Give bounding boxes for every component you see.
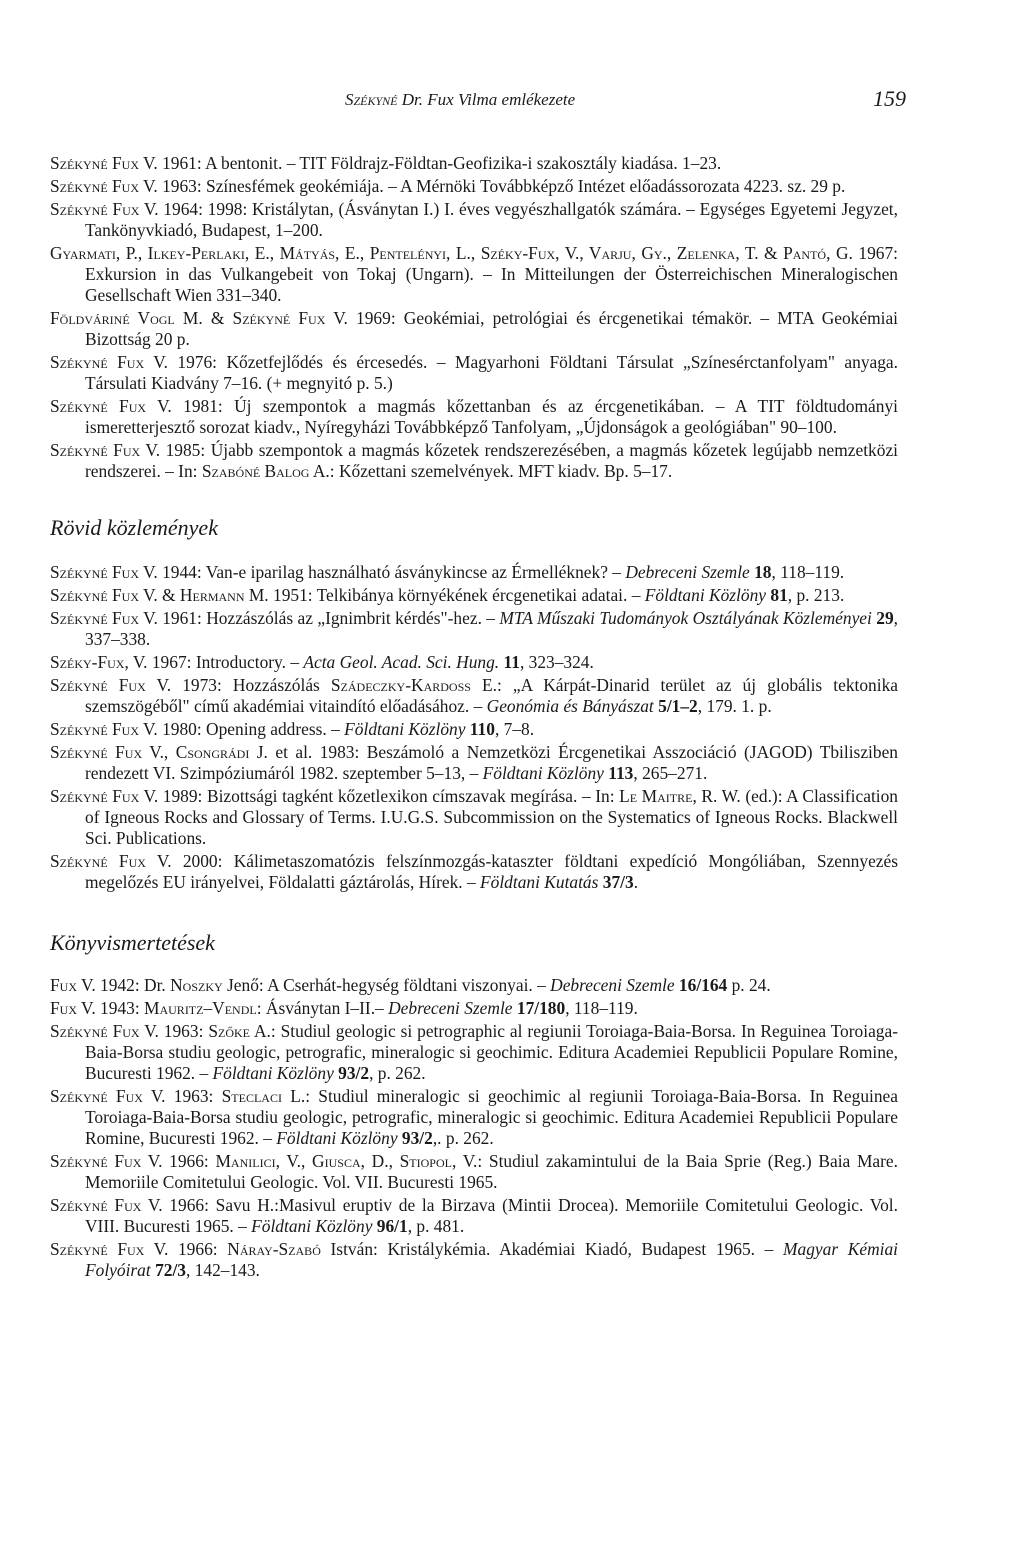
entry-text: 1967: Introductory. – bbox=[147, 652, 304, 672]
entry-text: 1989: Bizottsági tagként kőzetlexikon címszavak megírása. – In: bbox=[158, 786, 620, 806]
entry-text: István: Kristálykémia. Akadémiai Kiadó, Budapest 1965. – bbox=[320, 1239, 784, 1259]
entry-text: 1976: Kőzetfejlődés és ércesedés. – Magyarhoni Földtani Társulat „Színesérctanfolyam" anyaga. Társulati Kiadvány 7–16. (+ megnyitó p. 5.) bbox=[85, 352, 898, 393]
entry-text: 1981: Új szempontok a magmás kőzettanban és az ércgenetikában. – A TIT földtudományi ismeretterjesztő sorozat kiadv., Nyíregyházi Továbbképző Tanfolyam, „Újdonságok a geológiában" 90–100. bbox=[85, 396, 898, 437]
reference-entry bbox=[50, 675, 898, 717]
entry-author: Székyné Fux V. bbox=[50, 396, 172, 416]
entry-volume: 110 bbox=[469, 719, 495, 739]
entry-text: 1943: bbox=[95, 998, 145, 1018]
entry-journal: Geonómia és Bányászat bbox=[486, 696, 654, 716]
entry-volume: 17/180 bbox=[516, 998, 566, 1018]
entry-text: 1964: 1998: Kristálytan, (Ásványtan I.) I. éves vegyészhallgatók számára. – Egységes Egyetemi Jegyzet, Tankönyvkiadó, Budapest, 1–200. bbox=[85, 199, 898, 240]
entry-author: Székyné Fux V. bbox=[50, 1195, 163, 1215]
running-head-author: Székyné bbox=[345, 90, 398, 109]
reference-entry bbox=[50, 308, 898, 350]
entry-author: Gyarmati, P., Ilkey-Perlaki, E., Mátyás, E., Pentelényi, L., Széky-Fux, V., Varju, Gy., Zelenka, T. & Pantó, bbox=[50, 243, 831, 263]
entry-text: , p. 481. bbox=[407, 1216, 465, 1236]
entry-author: Fux V. bbox=[50, 998, 96, 1018]
entry-text: 1966: bbox=[168, 1239, 228, 1259]
section-heading-rovid-kozlemenyek: Rövid közlemények bbox=[50, 515, 218, 540]
entry-text: , 179. 1. p. bbox=[697, 696, 772, 716]
entry-author: Fux V. bbox=[50, 975, 96, 995]
entry-author: Székyné Fux V. bbox=[50, 719, 158, 739]
entry-text: : Studiul mineralogic si geochimic al regiunii Toroiaga-Baia-Borsa. In Reguinea Toroiaga-Baia-Borsa studiu geologic, petrografic, mineralogic si geochimic. Editura Academiei Republicii Populare Romine, Bucuresti 1962. – bbox=[85, 1086, 898, 1148]
entry-volume: 5/1–2 bbox=[658, 696, 698, 716]
entry-volume: 93/2 bbox=[401, 1128, 433, 1148]
entry-author: Szabóné Balog A. bbox=[201, 461, 330, 481]
entry-author: Székyné Fux V. bbox=[50, 1086, 166, 1106]
entry-text: 1966: Savu H.:Masivul eruptiv de la Birzava (Mintii Drocea). Memoriile Comitetului Geologic. Vol. VIII. Bucuresti 1965. – bbox=[85, 1195, 898, 1236]
entry-journal: Földtani Közlöny bbox=[344, 719, 466, 739]
entry-text: , 265–271. bbox=[633, 763, 708, 783]
entry-text: ,. p. 262. bbox=[432, 1128, 494, 1148]
entry-volume: 96/1 bbox=[376, 1216, 408, 1236]
reference-entry bbox=[50, 352, 898, 394]
entry-author: Székyné Fux V. bbox=[50, 608, 158, 628]
entry-journal: Földtani Közlöny bbox=[644, 585, 767, 605]
entry-text: : Studiul zakamintului de la Baia Sprie (Reg.) Baia Mare. Memoriile Comitetului Geologic. Vol. VII. Bucuresti 1965. bbox=[85, 1151, 898, 1192]
entry-text: 1967: Exkursion in das Vulkangebeit von Tokaj (Ungarn). – In Mitteilungen der Österreichischen Mineralogischen Gesellschaft Wien 331–340. bbox=[85, 243, 899, 305]
entry-volume: 93/2 bbox=[338, 1063, 370, 1083]
entry-volume: 29 bbox=[876, 608, 894, 628]
entry-journal: MTA Műszaki Tudományok Osztályának Közleményei bbox=[499, 608, 872, 628]
reference-entry bbox=[50, 1195, 898, 1237]
entry-author: Náray-Szabó bbox=[227, 1239, 321, 1259]
running-head-title bbox=[345, 90, 575, 110]
section-heading-konyvismertetesek: Könyvismertetések bbox=[50, 930, 215, 955]
entry-text: 1985: Újabb szempontok a magmás kőzetek rendszerezésében, a magmás kőzetek legújabb nemzetközi rendszerei. – In: bbox=[85, 440, 898, 481]
entry-journal: Földtani Kutatás bbox=[480, 872, 599, 892]
entry-text: : Ásványtan I–II.– bbox=[256, 998, 389, 1018]
entry-text: , 142–143. bbox=[185, 1260, 260, 1280]
entry-author: Mauritz–Vendl bbox=[144, 998, 257, 1018]
entry-text: Jenő: A Cserhát-hegység földtani viszonyai. – bbox=[222, 975, 551, 995]
entry-volume: 72/3 bbox=[155, 1260, 186, 1280]
reference-entry bbox=[50, 975, 898, 996]
entry-text: , 118–119. bbox=[565, 998, 638, 1018]
entry-text: 1963: Színesfémek geokémiája. – A Mérnöki Továbbképző Intézet előadássorozata 4223. sz. 29 p. bbox=[157, 176, 846, 196]
entry-journal: Magyar Kémiai Folyóirat bbox=[85, 1239, 898, 1280]
entry-text: : Studiul geologic si petrographic al regiunii Toroiaga-Baia-Borsa. In Reguinea Toroiaga-Baia-Borsa studiu geologic, petrografic, mineralogic si geochimic. Editura Academiei Republicii Populare Romine, Bucuresti 1962. – bbox=[85, 1021, 898, 1083]
entry-author: Székyné Fux V. bbox=[50, 851, 172, 871]
entry-text: 1961: A bentonit. – TIT Földrajz-Földtan-Geofizika-i szakosztály kiadása. 1–23. bbox=[157, 153, 722, 173]
entry-volume: 81 bbox=[770, 585, 788, 605]
entry-author: Székyné Fux V. bbox=[50, 786, 159, 806]
reference-entry bbox=[50, 153, 898, 174]
page-content bbox=[50, 153, 898, 1283]
entry-text: , p. 213. bbox=[787, 585, 845, 605]
reference-entry bbox=[50, 1086, 898, 1149]
entry-author: Székyné Fux V. & Hermann M. bbox=[50, 585, 269, 605]
entry-text: p. 24. bbox=[727, 975, 771, 995]
entry-text: , 7–8. bbox=[494, 719, 535, 739]
page-number: 159 bbox=[873, 86, 906, 111]
entry-text: , 118–119. bbox=[771, 562, 845, 582]
reference-entry bbox=[50, 719, 898, 740]
reference-entry bbox=[50, 786, 898, 849]
entry-volume: 18 bbox=[754, 562, 772, 582]
entry-author: Székyné Fux V. bbox=[50, 440, 161, 460]
entry-text: 1963: bbox=[158, 1021, 209, 1041]
konyvismertetesek-list bbox=[50, 975, 898, 1281]
reference-entry bbox=[50, 585, 898, 606]
entry-text: 1969: Geokémiai, petrológiai és ércgenetikai témakör. – MTA Geokémiai Bizottság 20 p. bbox=[85, 308, 898, 349]
entry-author: Székyné Fux V. bbox=[50, 1021, 159, 1041]
entry-text: , 323–324. bbox=[519, 652, 594, 672]
entry-author: Székyné Fux V. bbox=[50, 176, 158, 196]
entry-author: Székyné Fux V. bbox=[50, 352, 168, 372]
reference-entry bbox=[50, 1021, 898, 1084]
entry-author: Székyné Fux V. bbox=[50, 1151, 163, 1171]
running-head bbox=[0, 86, 1024, 118]
entry-text: 2000: Kálimetaszomatózis felszínmozgás-kataszter földtani expedíció Mongóliában, Szennyezés megelőzés EU irányelvei, Földalatti gáztárolás, Hírek. – bbox=[85, 851, 898, 892]
entry-journal: Debreceni Szemle bbox=[625, 562, 750, 582]
entry-volume: 11 bbox=[503, 652, 520, 672]
entry-text: : „A Kárpát-Dinarid terület az új globális tektonika szemszögéből" című akadémiai vitaindító előadásához. – bbox=[85, 675, 898, 716]
entry-journal: Földtani Közlöny bbox=[251, 1216, 373, 1236]
reference-entry bbox=[50, 652, 898, 673]
entry-text: 1973: Hozzászólás bbox=[171, 675, 331, 695]
entry-volume: 37/3 bbox=[602, 872, 634, 892]
entry-author: Székyné Fux V., Csongrádi J. bbox=[50, 742, 268, 762]
entry-text: : Kőzettani szemelvények. MFT kiadv. Bp. 5–17. bbox=[329, 461, 673, 481]
running-head-title-rest: Dr. Fux Vilma emlékezete bbox=[397, 90, 576, 109]
entry-author: Szádeczky-Kardoss E. bbox=[330, 675, 497, 695]
entry-author: Széky-Fux, V. bbox=[50, 652, 148, 672]
reference-entry bbox=[50, 396, 898, 438]
entry-text: 1942: Dr. bbox=[95, 975, 171, 995]
entry-text: , p. 262. bbox=[369, 1063, 426, 1083]
reference-entry bbox=[50, 608, 898, 650]
rovid-kozlemenyek-list bbox=[50, 562, 898, 893]
entry-volume: 113 bbox=[608, 763, 634, 783]
entry-author: Székyné Fux V. bbox=[50, 675, 172, 695]
entry-author: Szőke A. bbox=[208, 1021, 271, 1041]
entry-journal: Acta Geol. Acad. Sci. Hung. bbox=[303, 652, 500, 672]
entry-text: 1980: Opening address. – bbox=[157, 719, 345, 739]
reference-entry bbox=[50, 1151, 898, 1193]
reference-entry bbox=[50, 742, 898, 784]
entry-author: Székyné Fux V. bbox=[50, 153, 158, 173]
entry-author: Steclaci L. bbox=[221, 1086, 306, 1106]
entry-author: Le Maitre, R. W. bbox=[619, 786, 741, 806]
entry-journal: Földtani Közlöny bbox=[276, 1128, 398, 1148]
entry-text: 1961: Hozzászólás az „Ignimbrit kérdés"-hez. – bbox=[157, 608, 500, 628]
entry-author: Földváriné Vogl M. & Székyné Fux V. bbox=[50, 308, 348, 328]
entry-author: G. bbox=[835, 243, 853, 263]
entry-text: (ed.): A Classification of Igneous Rocks and Glossary of Terms. I.U.G.S. Subcommission on the Systematics of Igneous Rocks. Blackwell Sci. Publications. bbox=[85, 786, 899, 848]
entry-text: 1944: Van-e iparilag használható ásványkincse az Érmelléknek? – bbox=[157, 562, 626, 582]
entry-volume: 16/164 bbox=[678, 975, 728, 995]
entry-text: et al. 1983: Beszámoló a Nemzetközi Ércgenetikai Asszociáció (JAGOD) Tbilisziben rendezett VI. Szimpóziumáról 1982. szeptember 5–13, – bbox=[85, 742, 898, 783]
entry-journal: Debreceni Szemle bbox=[550, 975, 675, 995]
entry-text: 1963: bbox=[165, 1086, 222, 1106]
entry-author: Székyné Fux V. bbox=[50, 1239, 169, 1259]
entry-author: Székyné Fux V. bbox=[50, 562, 158, 582]
entry-text: 1951: Telkibánya környékének ércgenetikai adatai. – bbox=[268, 585, 645, 605]
reference-entry bbox=[50, 243, 898, 306]
reference-entry bbox=[50, 176, 898, 197]
reference-entry bbox=[50, 1239, 898, 1281]
bibliography-list bbox=[50, 153, 898, 482]
entry-journal: Földtani Közlöny bbox=[212, 1063, 334, 1083]
reference-entry bbox=[50, 998, 898, 1019]
entry-text: 1966: bbox=[162, 1151, 216, 1171]
reference-entry bbox=[50, 562, 898, 583]
entry-author: Noszky bbox=[170, 975, 223, 995]
entry-text: , 337–338. bbox=[85, 608, 898, 649]
reference-entry bbox=[50, 851, 898, 893]
reference-entry bbox=[50, 199, 898, 241]
entry-author: Székyné Fux V. bbox=[50, 199, 159, 219]
entry-journal: Debreceni Szemle bbox=[388, 998, 513, 1018]
reference-entry bbox=[50, 440, 898, 482]
entry-author: Manilici, V., Giusca, D., Stiopol, V. bbox=[215, 1151, 478, 1171]
entry-text: . bbox=[633, 872, 639, 892]
entry-journal: Földtani Közlöny bbox=[482, 763, 604, 783]
